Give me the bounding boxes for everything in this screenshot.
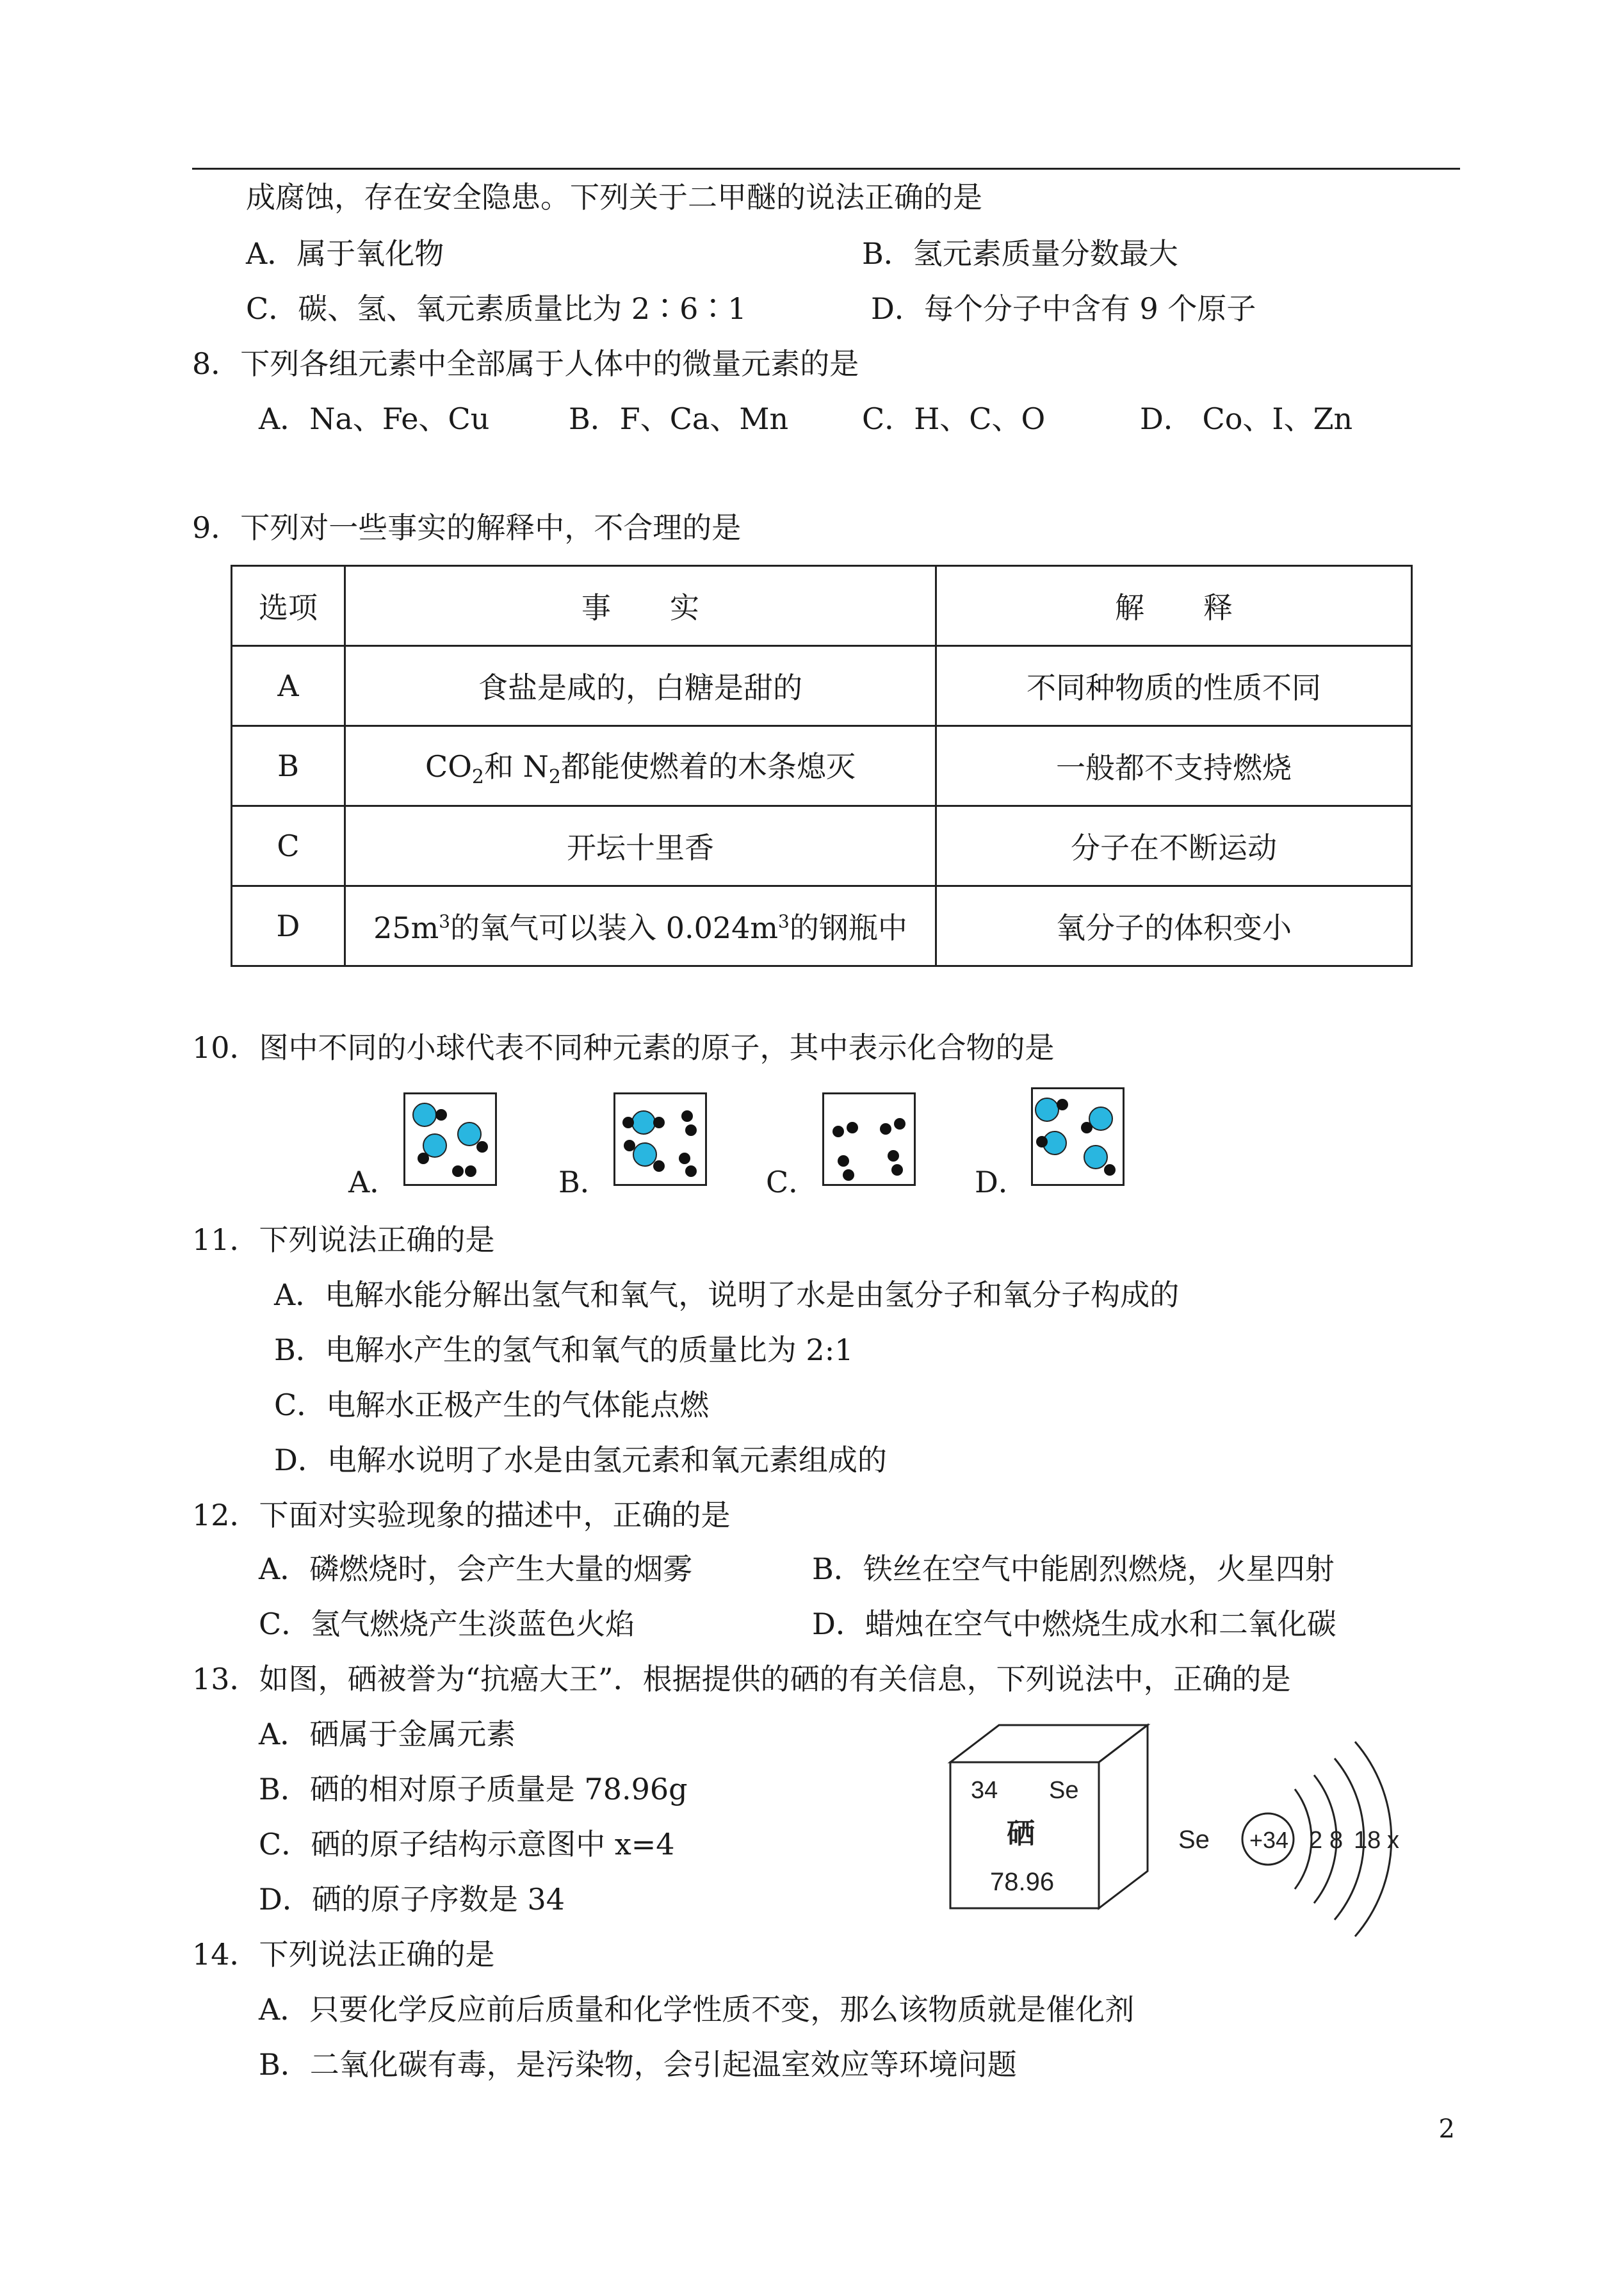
q12-option-b: B．铁丝在空气中能剧烈燃烧，火星四射 — [812, 1552, 1335, 1586]
element-number: 34 — [971, 1777, 998, 1804]
molecule-diagram-a — [405, 1094, 495, 1184]
q10-label-a: A． — [348, 1165, 400, 1199]
q8-option-d: D． Co、I、Zn — [1140, 401, 1353, 436]
q13-option-d: D．硒的原子序数是 34 — [259, 1882, 565, 1917]
row-option: B — [232, 726, 345, 806]
row-fact: 开坛十里香 — [345, 806, 936, 886]
row-explain: 分子在不断运动 — [936, 806, 1412, 886]
shell-2-count: 8 — [1329, 1827, 1344, 1854]
q8-option-a: A．Na、Fe、Cu — [259, 401, 490, 436]
row-option: A — [232, 646, 345, 726]
table-header-row — [232, 566, 1412, 646]
q10-label-d: D． — [975, 1165, 1028, 1199]
row-fact: $25m^3$的氧气可以装入 $0.024m^3$的钢瓶中 — [345, 886, 936, 966]
nucleus-charge: +34 — [1249, 1827, 1289, 1853]
q7-option-d: D．每个分子中含有 9 个原子 — [871, 291, 1256, 326]
shell-1-count: 2 — [1309, 1827, 1323, 1854]
molecule-box-b — [613, 1092, 707, 1186]
header-option: 选项 — [232, 566, 345, 646]
q11-option-d: D．电解水说明了水是由氢元素和氧元素组成的 — [274, 1443, 887, 1477]
row-explain: 一般都不支持燃烧 — [936, 726, 1412, 806]
q7-option-b: B．氢元素质量分数最大 — [862, 236, 1178, 271]
q12-option-c: C．氢气燃烧产生淡蓝色火焰 — [259, 1607, 635, 1641]
header-fact: 事 实 — [345, 566, 936, 646]
row-option: C — [232, 806, 345, 886]
q13-stem: 13．如图，硒被誉为“抗癌大王”．根据提供的硒的有关信息，下列说法中，正确的是 — [192, 1662, 1291, 1696]
q9-table — [231, 565, 1413, 967]
page-number: 2 — [1438, 2114, 1455, 2144]
q12-option-d: D．蜡烛在空气中燃烧生成水和二氧化碳 — [812, 1607, 1336, 1641]
row-option: D — [232, 886, 345, 966]
q11-option-a: A．电解水能分解出氢气和氧气，说明了水是由氢分子和氧分子构成的 — [274, 1277, 1180, 1312]
element-symbol: Se — [1049, 1777, 1079, 1804]
molecule-diagram-b — [615, 1094, 705, 1184]
molecule-diagram-d — [1033, 1089, 1123, 1184]
q11-stem: 11．下列说法正确的是 — [192, 1222, 495, 1257]
q10-stem: 10．图中不同的小球代表不同种元素的原子，其中表示化合物的是 — [192, 1030, 1055, 1065]
q8-option-c: C．H、C、O — [862, 401, 1046, 436]
q12-option-a: A．磷燃烧时，会产生大量的烟雾 — [259, 1552, 693, 1586]
q8-option-b: B．F、Ca、Mn — [569, 401, 789, 436]
header-explain: 解 释 — [936, 566, 1412, 646]
q7-continuation: 成腐蚀，存在安全隐患。下列关于二甲醚的说法正确的是 — [246, 180, 982, 215]
row-explain: 不同种物质的性质不同 — [936, 646, 1412, 726]
element-name: 硒 — [1007, 1817, 1035, 1850]
q10-label-c: C． — [766, 1165, 818, 1199]
row-fact: 食盐是咸的，白糖是甜的 — [345, 646, 936, 726]
molecule-box-d — [1031, 1087, 1125, 1186]
q11-option-c: C．电解水正极产生的气体能点燃 — [274, 1388, 710, 1422]
q13-option-b: B．硒的相对原子质量是 78.96g — [259, 1772, 688, 1806]
q14-option-b: B．二氧化碳有毒，是污染物，会引起温室效应等环境问题 — [259, 2047, 1017, 2082]
q13-option-c: C．硒的原子结构示意图中 x=4 — [259, 1827, 675, 1861]
q7-option-c: C．碳、氢、氧元素质量比为 2∶6∶1 — [246, 291, 747, 326]
atom-structure-diagram — [1178, 1723, 1422, 1966]
header-rule — [192, 168, 1460, 170]
q7-option-a: A．属于氧化物 — [246, 236, 444, 271]
q11-option-b: B．电解水产生的氢气和氧气的质量比为 2:1 — [274, 1333, 854, 1367]
q12-stem: 12．下面对实验现象的描述中，正确的是 — [192, 1498, 731, 1532]
q13-option-a: A．硒属于金属元素 — [259, 1717, 516, 1751]
q14-stem: 14．下列说法正确的是 — [192, 1937, 495, 1972]
molecule-box-c — [822, 1092, 916, 1186]
element-card — [941, 1723, 1159, 1915]
table-row — [232, 726, 1412, 806]
table-row — [232, 806, 1412, 886]
table-row — [232, 646, 1412, 726]
q14-option-a: A．只要化学反应前后质量和化学性质不变，那么该物质就是催化剂 — [259, 1992, 1135, 2027]
row-fact: $CO_2$和 $N_2$都能使燃着的木条熄灭 — [345, 726, 936, 806]
molecule-diagram-c — [824, 1094, 914, 1184]
q10-label-b: B． — [558, 1165, 610, 1199]
element-mass: 78.96 — [990, 1868, 1055, 1896]
shell-4-count: x — [1387, 1827, 1399, 1854]
shell-3-count: 18 — [1354, 1827, 1381, 1854]
q8-stem: 8．下列各组元素中全部属于人体中的微量元素的是 — [192, 346, 859, 381]
q9-stem: 9．下列对一些事实的解释中，不合理的是 — [192, 510, 742, 545]
molecule-box-a — [403, 1092, 497, 1186]
row-explain: 氧分子的体积变小 — [936, 886, 1412, 966]
atom-symbol: Se — [1178, 1826, 1210, 1854]
table-row — [232, 886, 1412, 966]
